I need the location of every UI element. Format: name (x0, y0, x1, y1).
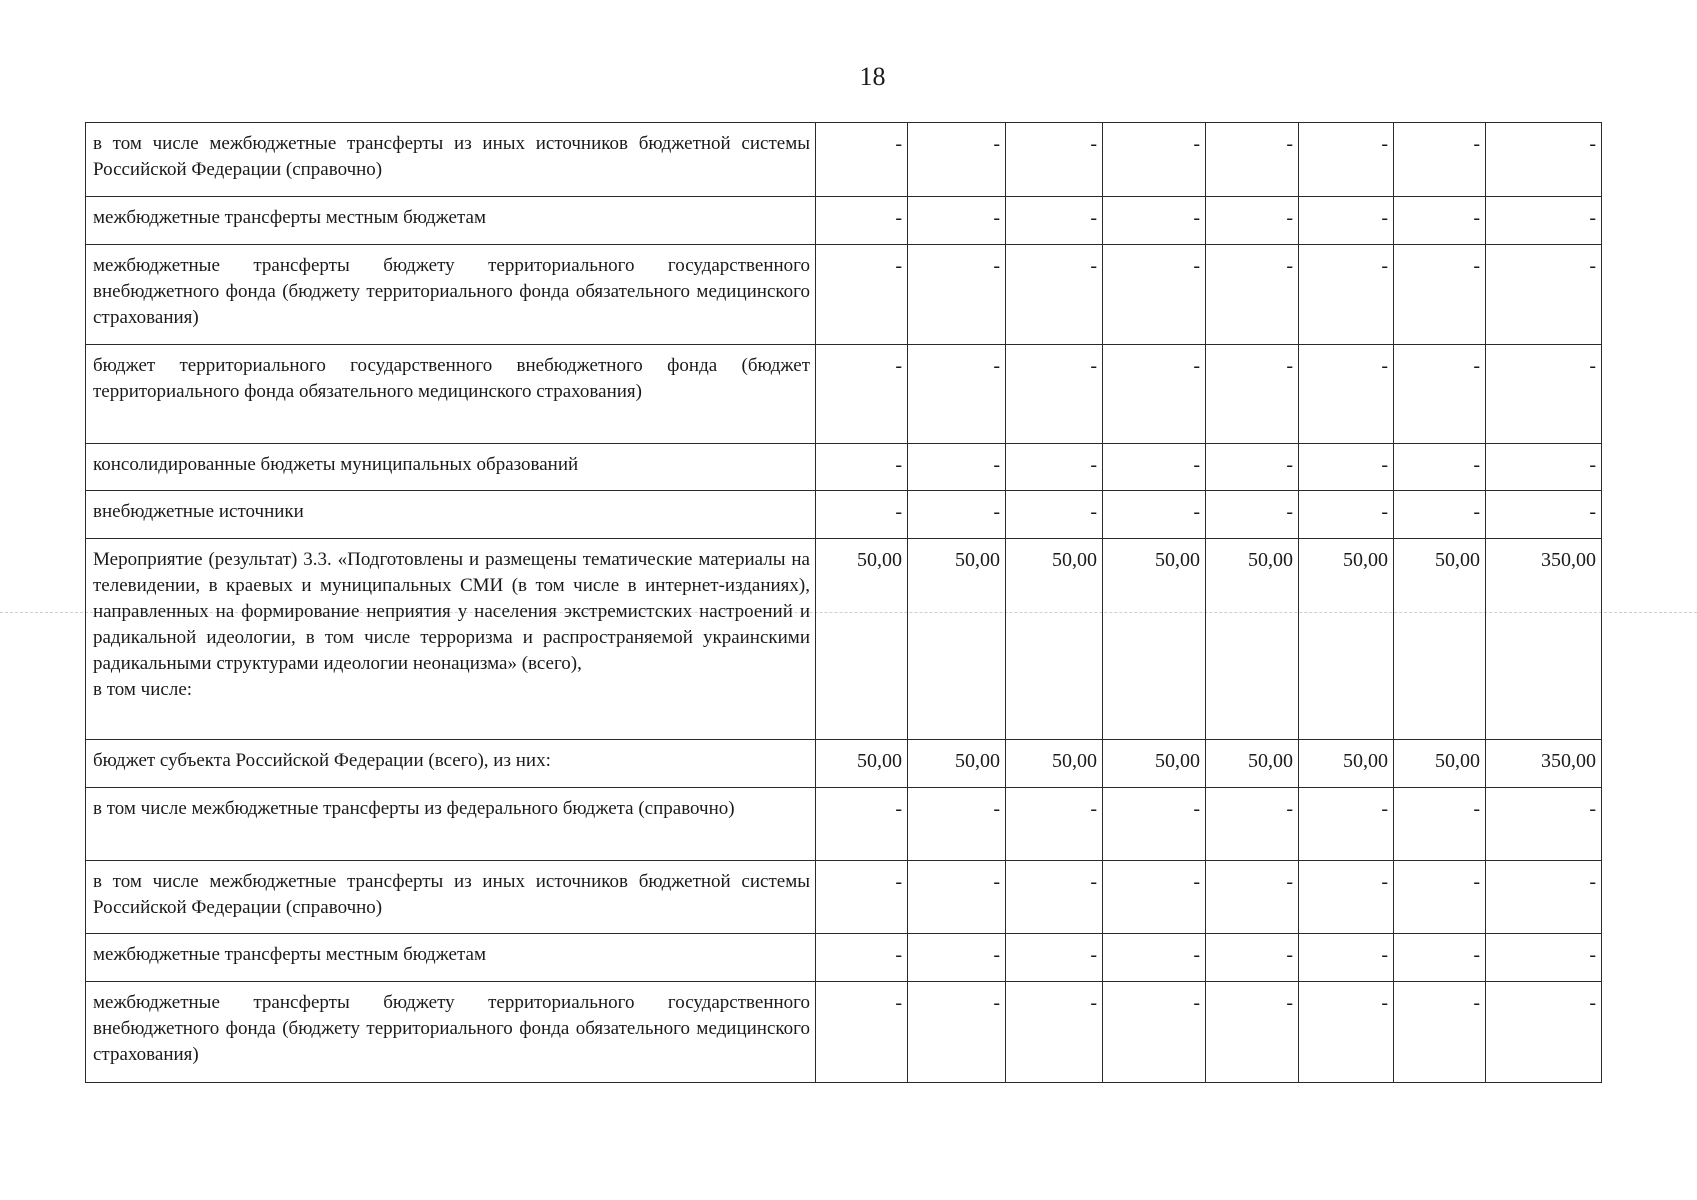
value-cell: 50,00 (1006, 539, 1103, 740)
row-label: межбюджетные трансферты местным бюджетам (86, 934, 816, 982)
value-cell: - (1206, 197, 1299, 245)
value-cell: - (908, 345, 1006, 444)
row-label: внебюджетные источники (86, 491, 816, 539)
value-cell: - (816, 123, 908, 197)
row-label: консолидированные бюджеты муниципальных образований (86, 444, 816, 491)
value-cell: - (1206, 444, 1299, 491)
row-label (86, 539, 816, 740)
value-cell: - (816, 982, 908, 1083)
value-cell: - (1206, 982, 1299, 1083)
table-row (86, 788, 1602, 861)
value-cell: - (816, 861, 908, 934)
table-row (86, 982, 1602, 1083)
value-cell: - (816, 788, 908, 861)
value-cell: - (1299, 934, 1394, 982)
table-row (86, 197, 1602, 245)
value-cell: - (1394, 444, 1486, 491)
table-row (86, 491, 1602, 539)
value-cell: - (1103, 491, 1206, 539)
value-cell: - (1394, 861, 1486, 934)
value-cell: - (1103, 245, 1206, 345)
value-cell: - (1006, 444, 1103, 491)
table-row (86, 740, 1602, 788)
budget-table (85, 122, 1602, 1083)
value-cell: - (908, 245, 1006, 345)
value-cell: - (1006, 491, 1103, 539)
value-cell: - (1486, 197, 1602, 245)
value-cell: - (1006, 788, 1103, 861)
value-cell: 50,00 (1206, 539, 1299, 740)
value-cell: 350,00 (1486, 740, 1602, 788)
row-label: межбюджетные трансферты бюджету территориального государственного внебюджетного фонда (бюджету территориального фонда обязательного медицинского страхования) (86, 245, 816, 345)
value-cell: - (1299, 197, 1394, 245)
value-cell: - (908, 861, 1006, 934)
value-cell: 50,00 (1103, 740, 1206, 788)
row-label: в том числе межбюджетные трансферты из федерального бюджета (справочно) (86, 788, 816, 861)
row-label: в том числе межбюджетные трансферты из иных источников бюджетной системы Российской Федерации (справочно) (86, 123, 816, 197)
value-cell: - (1103, 197, 1206, 245)
table-row (86, 934, 1602, 982)
value-cell: - (1394, 197, 1486, 245)
value-cell: - (1006, 197, 1103, 245)
value-cell: - (908, 197, 1006, 245)
value-cell: - (1103, 934, 1206, 982)
value-cell: - (1394, 788, 1486, 861)
value-cell: - (816, 491, 908, 539)
value-cell: - (1486, 491, 1602, 539)
value-cell: 50,00 (1103, 539, 1206, 740)
value-cell: 50,00 (1299, 740, 1394, 788)
value-cell: - (1206, 123, 1299, 197)
value-cell: - (1206, 345, 1299, 444)
value-cell: - (1394, 123, 1486, 197)
value-cell: - (1394, 345, 1486, 444)
value-cell: - (1299, 245, 1394, 345)
value-cell: - (1206, 245, 1299, 345)
value-cell: 50,00 (1299, 539, 1394, 740)
value-cell: - (1486, 861, 1602, 934)
value-cell: 50,00 (908, 740, 1006, 788)
value-cell: 50,00 (1206, 740, 1299, 788)
row-label: бюджет субъекта Российской Федерации (всего), из них: (86, 740, 816, 788)
value-cell: - (816, 197, 908, 245)
value-cell: - (1486, 245, 1602, 345)
value-cell: - (816, 245, 908, 345)
table-row (86, 444, 1602, 491)
page-number: 18 (859, 62, 886, 91)
value-cell: - (908, 788, 1006, 861)
value-cell: 50,00 (1394, 740, 1486, 788)
value-cell: - (908, 982, 1006, 1083)
value-cell: - (1486, 444, 1602, 491)
value-cell: - (1006, 345, 1103, 444)
value-cell: - (1394, 245, 1486, 345)
value-cell: - (816, 345, 908, 444)
value-cell: - (1299, 123, 1394, 197)
row-label: межбюджетные трансферты местным бюджетам (86, 197, 816, 245)
value-cell: - (1206, 788, 1299, 861)
value-cell: - (1103, 123, 1206, 197)
value-cell: - (1486, 345, 1602, 444)
value-cell: - (1299, 982, 1394, 1083)
value-cell: - (1206, 861, 1299, 934)
value-cell: - (908, 444, 1006, 491)
value-cell: - (816, 444, 908, 491)
value-cell: - (816, 934, 908, 982)
value-cell: 50,00 (1006, 740, 1103, 788)
value-cell: - (1206, 934, 1299, 982)
value-cell: - (1394, 934, 1486, 982)
value-cell: - (1299, 345, 1394, 444)
value-cell: - (1299, 491, 1394, 539)
value-cell: - (1394, 491, 1486, 539)
row-label-main: Мероприятие (результат) 3.3. «Подготовлены и размещены тематические материалы на телевидении, в краевых и муниципальных СМИ (в том числе в интернет-изданиях), направленных на формирование неприятия у населения экстремистских настроений и радикальной идеологии, в том числе терроризма и распространяемой украинскими радикальными структурами идеологии неонацизма» (всего), (93, 549, 810, 674)
value-cell: - (908, 491, 1006, 539)
value-cell: 350,00 (1486, 539, 1602, 740)
row-label-tail: в том числе: (93, 679, 193, 700)
value-cell: - (1103, 345, 1206, 444)
value-cell: - (1299, 788, 1394, 861)
value-cell: 50,00 (908, 539, 1006, 740)
value-cell: - (1299, 861, 1394, 934)
row-label: межбюджетные трансферты бюджету территориального государственного внебюджетного фонда (бюджету территориального фонда обязательного медицинского страхования) (86, 982, 816, 1083)
table-row (86, 539, 1602, 740)
row-label: в том числе межбюджетные трансферты из иных источников бюджетной системы Российской Федерации (справочно) (86, 861, 816, 934)
value-cell: - (1006, 123, 1103, 197)
value-cell: 50,00 (1394, 539, 1486, 740)
value-cell: - (1486, 123, 1602, 197)
table-row (86, 861, 1602, 934)
value-cell: - (1486, 788, 1602, 861)
value-cell: 50,00 (816, 740, 908, 788)
value-cell: - (1299, 444, 1394, 491)
value-cell: - (1103, 444, 1206, 491)
table-row (86, 345, 1602, 444)
value-cell: - (1486, 934, 1602, 982)
value-cell: - (908, 934, 1006, 982)
value-cell: - (908, 123, 1006, 197)
value-cell: - (1006, 934, 1103, 982)
table-row (86, 245, 1602, 345)
value-cell: - (1394, 982, 1486, 1083)
value-cell: - (1103, 861, 1206, 934)
row-label: бюджет территориального государственного внебюджетного фонда (бюджет территориального фонда обязательного медицинского страхования) (86, 345, 816, 444)
value-cell: - (1006, 861, 1103, 934)
value-cell: 50,00 (816, 539, 908, 740)
value-cell: - (1006, 982, 1103, 1083)
budget-table-body (86, 123, 1602, 1083)
value-cell: - (1103, 982, 1206, 1083)
value-cell: - (1486, 982, 1602, 1083)
value-cell: - (1206, 491, 1299, 539)
value-cell: - (1006, 245, 1103, 345)
value-cell: - (1103, 788, 1206, 861)
table-row (86, 123, 1602, 197)
